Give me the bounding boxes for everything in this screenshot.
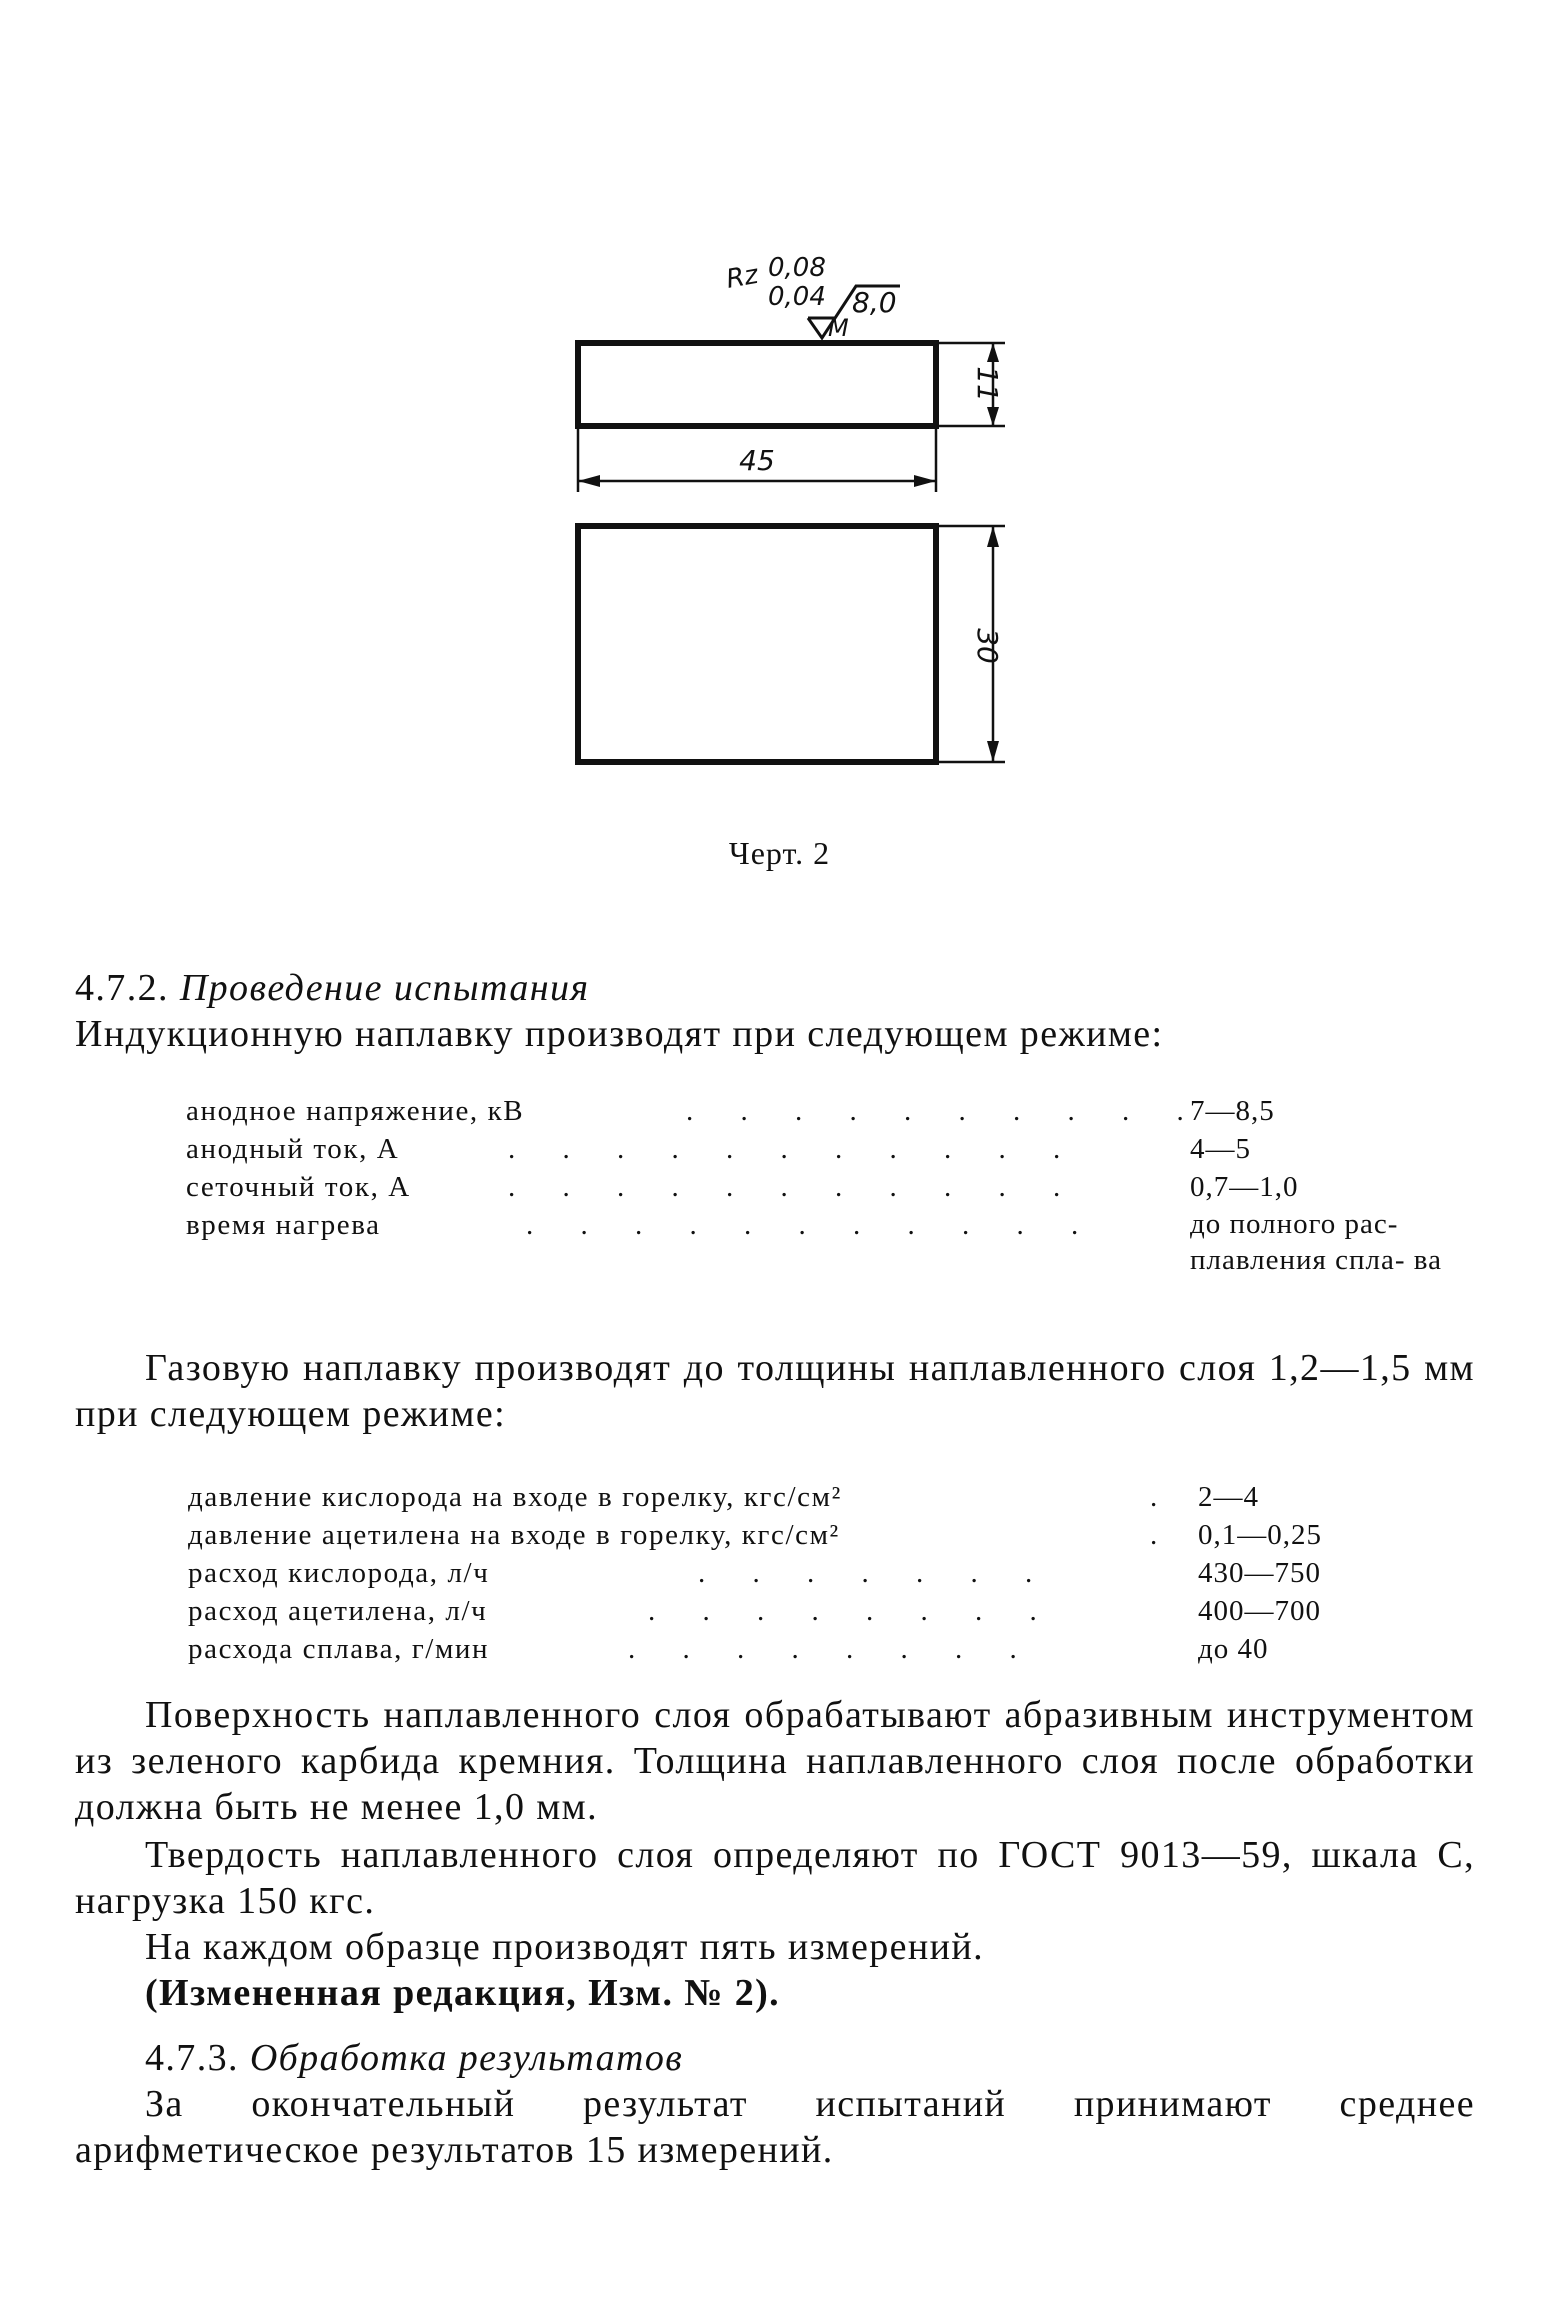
param-row [186,1206,1486,1318]
param-row [186,1092,1486,1130]
param-row [188,1478,1488,1516]
param-row [186,1168,1486,1206]
section-472-title: Проведение испытания [179,967,590,1009]
param-row [186,1130,1486,1168]
param-label: анодное напряжение, кВ [186,1095,525,1127]
param-value: 4—5 [1190,1133,1251,1165]
param-label: время нагрева [186,1209,381,1241]
arrow-30-top [987,526,999,547]
param-dots: . . . . . . . . [648,1595,1057,1627]
param-row [188,1630,1488,1668]
arrow-11-top [987,343,999,362]
param-dots: . . . . . . . . . . [686,1095,1204,1127]
roughness-method: M [828,314,849,342]
roughness-symbol: Rz [724,259,761,295]
param-label: сеточный ток, А [186,1171,411,1203]
param-dots: . . . . . . . . . . . [526,1209,1099,1241]
arrow-11-bottom [987,407,999,426]
induction-params [186,1092,1486,1318]
measurements-paragraph: На каждом образце производят пять измерений. [145,1926,985,1968]
param-value: 7—8,5 [1190,1095,1275,1127]
param-dots: . . . . . . . [698,1557,1053,1589]
param-label: расход ацетилена, л/ч [188,1595,488,1627]
section-473-title: Обработка результатов [249,2037,684,2079]
gas-intro: Газовую наплавку производят до толщины наплавленного слоя 1,2—1,5 мм при следующем режиме: [75,1347,1475,1435]
specimen-drawing [0,0,1559,800]
param-value: 0,7—1,0 [1190,1171,1299,1203]
induction-intro: Индукционную наплавку производят при следующем режиме: [75,1013,1164,1055]
dim-label-30: 30 [971,628,1004,664]
param-dots: . . . . . . . . [628,1633,1037,1665]
param-value: до полного рас- плавления спла- ва [1190,1208,1442,1276]
dim-label-11: 11 [971,366,1004,402]
specimen-top-view [578,343,936,426]
param-row [188,1592,1488,1630]
amendment-note: (Измененная редакция, Изм. № 2). [145,1972,781,2014]
param-dots: . . . . . . . . . . . [508,1171,1081,1203]
param-row [188,1554,1488,1592]
roughness-length: 8,0 [852,286,897,319]
param-label: расход кислорода, л/ч [188,1557,490,1589]
param-label: анодный ток, А [186,1133,400,1165]
gas-params [188,1478,1488,1668]
param-dots: . [1150,1519,1178,1551]
section-473-number: 4.7.3. [145,2037,239,2079]
param-label: давление ацетилена на входе в горелку, кгс/см² [188,1519,840,1551]
dim-label-45: 45 [739,444,775,477]
param-dots: . . . . . . . . . . . [508,1133,1081,1165]
param-value: 400—700 [1198,1595,1321,1627]
param-row [188,1516,1488,1554]
arrow-45-left [578,475,600,487]
roughness-value-bottom: 0,04 [768,282,826,312]
drawing-caption: Черт. 2 [728,835,831,871]
arrow-45-right [914,475,936,487]
section-472-number: 4.7.2. [75,967,169,1009]
param-value: до 40 [1198,1633,1269,1665]
param-value: 0,1—0,25 [1198,1519,1322,1551]
param-value: 2—4 [1198,1481,1259,1513]
arrow-30-bottom [987,741,999,762]
param-value: 430—750 [1198,1557,1321,1589]
section-472-heading [75,965,1475,1011]
specimen-front-view [578,526,936,762]
roughness-value-top: 0,08 [768,253,826,283]
drawing-svg [0,0,1559,800]
param-label: давление кислорода на входе в горелку, кгс/см² [188,1481,842,1513]
section-473-text: За окончательный результат испытаний принимают среднее арифметическое результатов 15 измерений. [75,2083,1475,2171]
surface-paragraph: Поверхность наплавленного слоя обрабатывают абразивным инструментом из зеленого карбида кремния. Толщина наплавленного слоя после обработки должна быть не менее 1,0 мм. [75,1694,1475,1828]
hardness-paragraph: Твердость наплавленного слоя определяют по ГОСТ 9013—59, шкала С, нагрузка 150 кгс. [75,1834,1475,1922]
param-dots: . [1150,1481,1178,1513]
section-473-heading [75,2035,1475,2081]
param-label: расхода сплава, г/мин [188,1633,490,1665]
